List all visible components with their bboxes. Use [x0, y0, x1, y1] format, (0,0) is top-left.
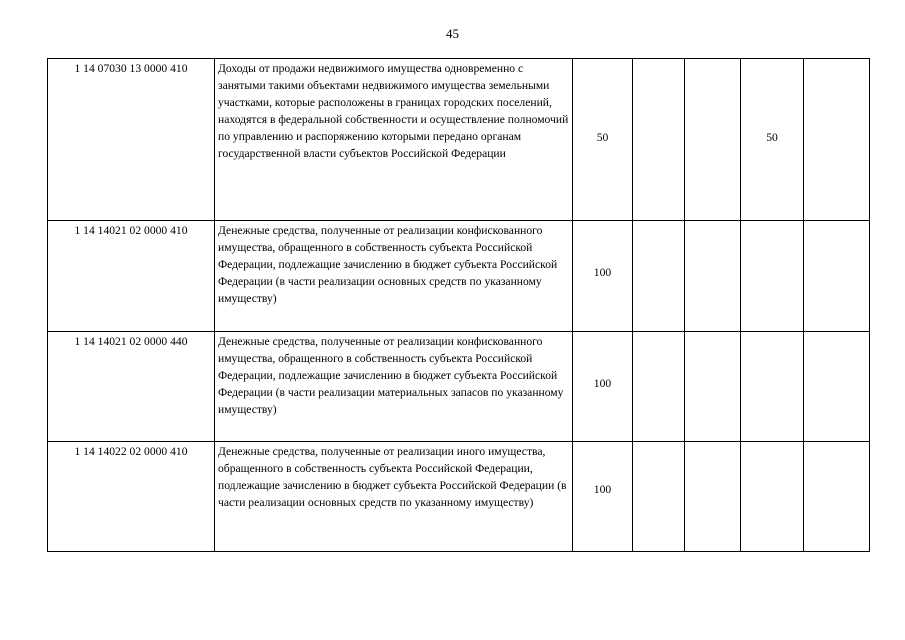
value-cell [685, 221, 741, 332]
table-row [48, 332, 870, 442]
table-row [48, 59, 870, 221]
budget-revenue-table [47, 58, 870, 552]
value-text: 100 [593, 376, 612, 390]
value-cell [633, 221, 685, 332]
value-text: 50 [766, 131, 778, 144]
value-cell [685, 59, 741, 221]
value-cell [804, 59, 870, 221]
value-cell [804, 221, 870, 332]
value-cell [633, 442, 685, 552]
table-row [48, 221, 870, 332]
value-text: 100 [593, 482, 612, 496]
value-cell [685, 442, 741, 552]
revenue-code-cell: 1 14 14021 02 0000 410 [48, 221, 215, 332]
value-cell [573, 59, 633, 221]
value-cell [741, 332, 804, 442]
value-cell [804, 332, 870, 442]
revenue-code-cell: 1 14 07030 13 0000 410 [48, 59, 215, 221]
table-row [48, 442, 870, 552]
revenue-description-cell: Денежные средства, полученные от реализации конфискованного имущества, обращенного в собственность субъекта Российской Федерации, подлежащие зачислению в бюджет субъекта Российской Федерации (в части реализации основных средств по указанному имуществу) [215, 221, 573, 332]
value-cell [633, 59, 685, 221]
value-cell [741, 221, 804, 332]
value-cell [573, 332, 633, 442]
value-cell [685, 332, 741, 442]
revenue-description-cell: Денежные средства, полученные от реализации конфискованного имущества, обращенного в собственность субъекта Российской Федерации, подлежащие зачислению в бюджет субъекта Российской Федерации (в части реализации материальных запасов по указанному имуществу) [215, 332, 573, 442]
value-text: 100 [593, 266, 612, 279]
revenue-description-cell: Доходы от продажи недвижимого имущества одновременно с занятыми такими объектами недвижимого имущества земельными участками, которые расположены в границах городских поселений, находятся в федеральной собственности и осуществление полномочий по управлению и распоряжению которыми передано органам государственной власти субъектов Российской Федерации [215, 59, 573, 221]
value-cell [741, 442, 804, 552]
revenue-code-cell: 1 14 14022 02 0000 410 [48, 442, 215, 552]
revenue-code-cell: 1 14 14021 02 0000 440 [48, 332, 215, 442]
page-number: 45 [446, 26, 459, 41]
value-cell [573, 221, 633, 332]
value-text: 50 [596, 131, 609, 144]
value-cell [804, 442, 870, 552]
value-cell [741, 59, 804, 221]
value-cell [633, 332, 685, 442]
revenue-description-cell: Денежные средства, полученные от реализации иного имущества, обращенного в собственность субъекта Российской Федерации, подлежащие зачислению в бюджет субъекта Российской Федерации (в части реализации основных средств по указанному имуществу) [215, 442, 573, 552]
value-cell [573, 442, 633, 552]
